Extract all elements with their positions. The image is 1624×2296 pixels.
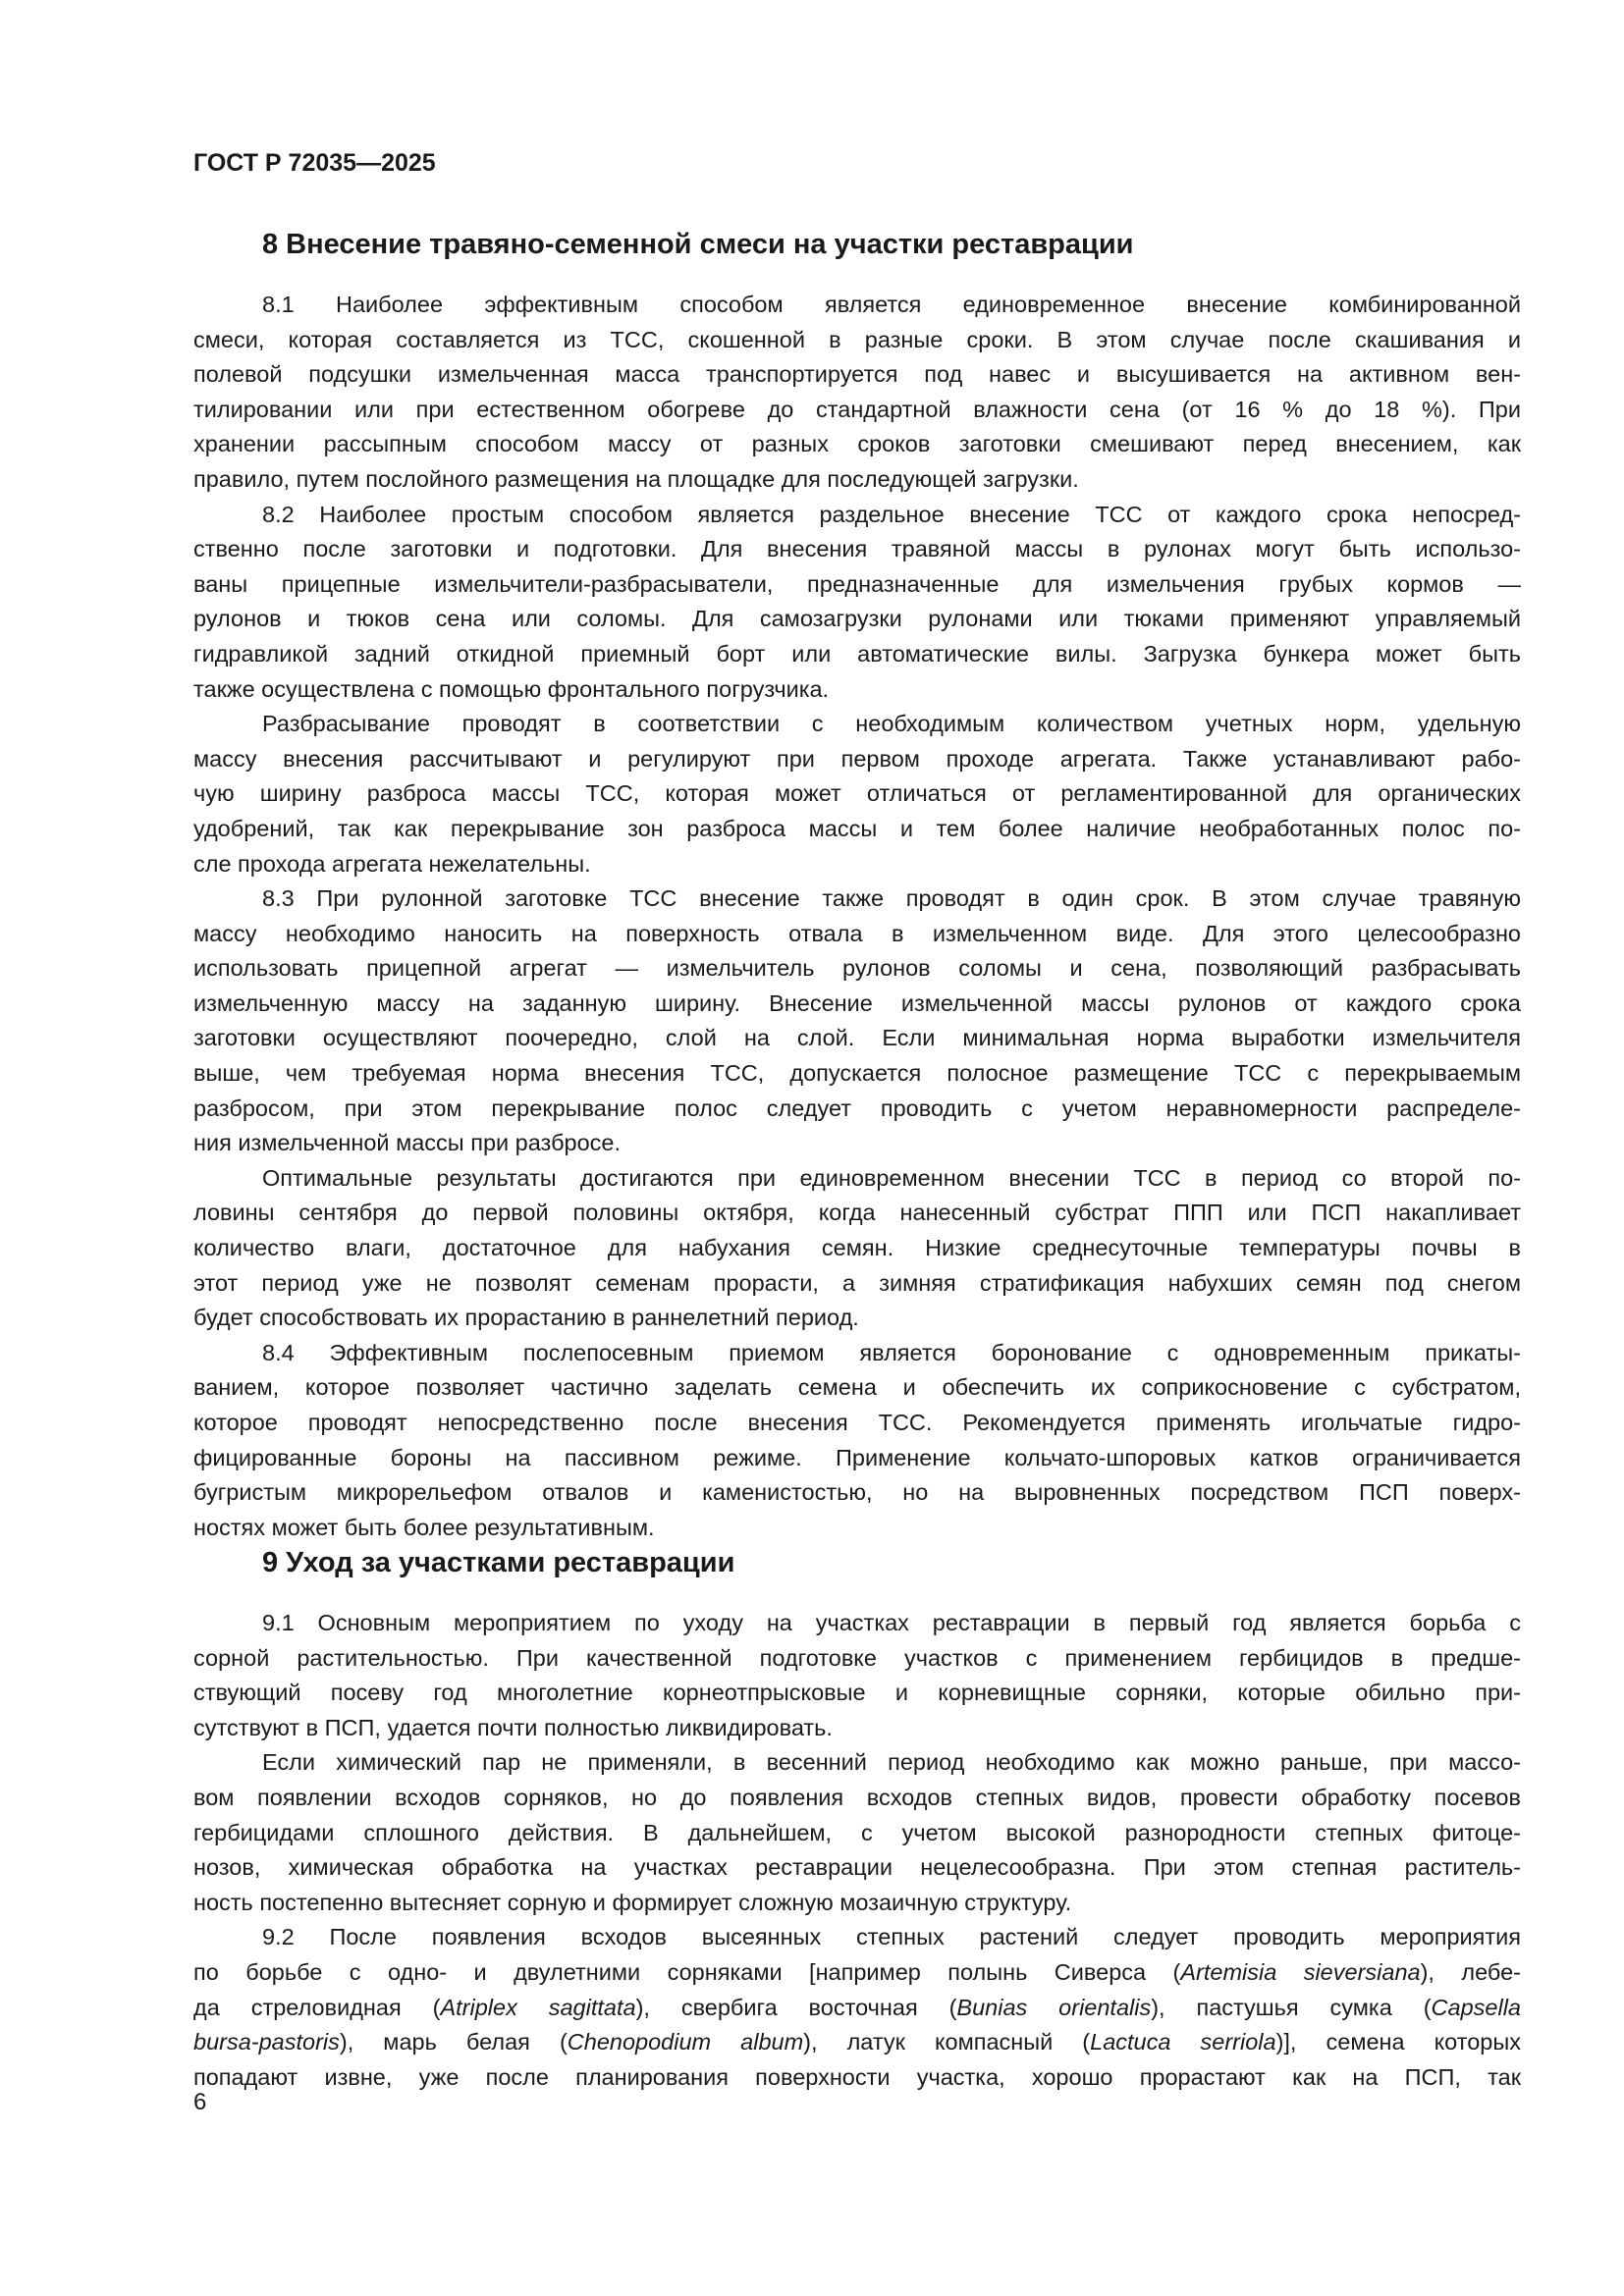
text-line: смеси, которая составляется из ТСС, скошенной в разные сроки. В этом случае после скашивания и bbox=[193, 326, 1521, 352]
text-line: Если химический пар не применяли, в весенний период необходимо как можно раньше, при массо- bbox=[262, 1749, 1521, 1776]
text-line: массу необходимо наносить на поверхность отвала в измельченном виде. Для этого целесообразно bbox=[193, 920, 1521, 946]
text-line: которое проводят непосредственно после внесения ТСС. Рекомендуется применять игольчатые гидро- bbox=[193, 1410, 1521, 1435]
text-segment: ), латук компасный ( bbox=[803, 2029, 1091, 2056]
page-number: 6 bbox=[193, 2089, 207, 2115]
text-line: рулонов и тюков сена или соломы. Для самозагрузки рулонами или тюками применяют управляемый bbox=[193, 606, 1521, 632]
text-line: гербицидами сплошного действия. В дальнейшем, с учетом высокой разнородности степных фитоце- bbox=[193, 1819, 1521, 1845]
text-line: сутствуют в ПСП, удается почти полностью ликвидировать. bbox=[193, 1714, 833, 1740]
paragraph bbox=[193, 1161, 1521, 1336]
text-line: будет способствовать их прорастанию в раннелетний период. bbox=[193, 1305, 859, 1331]
text-line: вом появлении всходов сорняков, но до появления всходов степных видов, провести обработку посевов bbox=[193, 1784, 1521, 1810]
latin-species-name: Artemisia sieversiana bbox=[1180, 1958, 1421, 1985]
text-line: использовать прицепной агрегат — измельчитель рулонов соломы и сена, позволяющий разбрасывать bbox=[193, 955, 1521, 982]
text-line: 8.1 Наиболее эффективным способом является единовременное внесение комбинированной bbox=[262, 292, 1521, 317]
text-line: также осуществлена с помощью фронтального погрузчика. bbox=[193, 675, 830, 702]
text-line bbox=[193, 1991, 1521, 2026]
text-line: этот период уже не позволят семенам прорасти, а зимняя стратификация набухших семян под снегом bbox=[193, 1269, 1521, 1296]
text-line: 8.2 Наиболее простым способом является раздельное внесение ТСС от каждого срока непосред- bbox=[262, 501, 1521, 527]
text-line bbox=[193, 2060, 1521, 2096]
text-line: полевой подсушки измельченная масса транспортируется под навес и высушивается на активном вен- bbox=[193, 361, 1521, 388]
text-segment: попадают извне, уже после планирования поверхности участка, хорошо прорастают как на ПСП, так bbox=[193, 2063, 1521, 2090]
latin-species-name: Lactuca serriola bbox=[1090, 2029, 1276, 2056]
paragraph bbox=[193, 881, 1521, 1161]
text-line: бугристым микрорельефом отвалов и каменистостью, но на выровненных посредством ПСП поверх- bbox=[193, 1479, 1521, 1506]
text-line: хранении рассыпным способом массу от разных сроков заготовки смешивают перед внесением, как bbox=[193, 431, 1521, 457]
text-line: ния измельченной массы при разбросе. bbox=[193, 1130, 622, 1156]
text-line: сле прохода агрегата нежелательны. bbox=[193, 850, 591, 877]
text-line: массу внесения рассчитывают и регулируют при первом проходе агрегата. Также устанавливают рабо- bbox=[193, 745, 1521, 772]
text-line: гидравликой задний откидной приемный борт или автоматические вилы. Загрузка бункера может быть bbox=[193, 640, 1521, 667]
text-segment: ), свербига восточная ( bbox=[635, 1994, 957, 2020]
text-line: сорной растительностью. При качественной подготовке участков с применением гербицидов в предше- bbox=[193, 1644, 1521, 1671]
section-9-heading: 9 Уход за участками реставрации bbox=[262, 1547, 735, 1578]
latin-species-name: bursa-pastoris bbox=[193, 2029, 340, 2056]
section-8-heading: 8 Внесение травяно-семенной смеси на участки реставрации bbox=[262, 229, 1134, 260]
paragraph bbox=[193, 288, 1521, 498]
text-line: заготовки осуществляют поочередно, слой на слой. Если минимальная норма выработки измельчителя bbox=[193, 1025, 1521, 1051]
paragraph bbox=[193, 1745, 1521, 1920]
section-9-body bbox=[193, 1606, 1521, 2095]
text-segment: да стреловидная ( bbox=[193, 1994, 441, 2020]
text-line: ственно после заготовки и подготовки. Для внесения травяной массы в рулонах могут быть использо- bbox=[193, 536, 1521, 562]
section-8-body bbox=[193, 288, 1521, 1545]
text-line: Разбрасывание проводят в соответствии с необходимым количеством учетных норм, удельную bbox=[262, 711, 1521, 737]
text-line: разбросом, при этом перекрывание полос следует проводить с учетом неравномерности распределе- bbox=[193, 1095, 1521, 1121]
paragraph bbox=[193, 498, 1521, 708]
text-line: ность постепенно вытесняет сорную и формирует сложную мозаичную структуру. bbox=[193, 1889, 1072, 1915]
paragraph bbox=[193, 707, 1521, 881]
text-line: нозов, химическая обработка на участках реставрации нецелесообразна. При этом степная раститель- bbox=[193, 1854, 1521, 1881]
text-line: ствующий посеву год многолетние корнеотпрысковые и корневищные сорняки, которые обильно при- bbox=[193, 1680, 1521, 1706]
text-line: измельченную массу на заданную ширину. Внесение измельченной массы рулонов от каждого срока bbox=[193, 989, 1521, 1016]
text-segment: )], семена которых bbox=[1275, 2029, 1522, 2056]
text-line: ванием, которое позволяет частично заделать семена и обеспечить их соприкосновение с субстратом, bbox=[193, 1374, 1521, 1401]
text-line bbox=[193, 1955, 1521, 1991]
text-line: 8.3 При рулонной заготовке ТСС внесение также проводят в один срок. В этом случае травяную bbox=[262, 885, 1521, 912]
text-segment: ), лебе- bbox=[1420, 1958, 1521, 1985]
text-line bbox=[193, 2025, 1521, 2060]
text-line: ностях может быть более результативным. bbox=[193, 1514, 655, 1540]
document-header: ГОСТ Р 72035—2025 bbox=[193, 149, 436, 177]
text-line: чую ширину разброса массы ТСС, которая может отличаться от регламентированной для органических bbox=[193, 780, 1521, 807]
text-line: тилировании или при естественном обогреве до стандартной влажности сена (от 16 % до 18 %). При bbox=[193, 396, 1521, 422]
text-line: ваны прицепные измельчители-разбрасыватели, предназначенные для измельчения грубых кормов — bbox=[193, 570, 1521, 597]
text-line: Оптимальные результаты достигаются при единовременном внесении ТСС в период со второй по- bbox=[262, 1164, 1521, 1191]
text-line: выше, чем требуемая норма внесения ТСС, допускается полосное размещение ТСС с перекрываемым bbox=[193, 1060, 1521, 1087]
text-segment: 9.2 После появления всходов высеянных степных растений следует проводить мероприятия bbox=[262, 1924, 1521, 1950]
text-line: количество влаги, достаточное для набухания семян. Низкие среднесуточные температуры почвы в bbox=[193, 1235, 1521, 1261]
text-line: правило, путем послойного размещения на площадке для последующей загрузки. bbox=[193, 465, 1079, 492]
text-segment: ), пастушья сумка ( bbox=[1151, 1994, 1432, 2020]
latin-species-name: Atriplex sagittata bbox=[440, 1994, 636, 2020]
latin-species-name: Capsella bbox=[1431, 1994, 1521, 2020]
text-segment: ), марь белая ( bbox=[339, 2029, 568, 2056]
paragraph bbox=[193, 1606, 1521, 1745]
text-segment: по борьбе с одно- и двулетними сорняками [например полынь Сиверса ( bbox=[193, 1958, 1181, 1985]
paragraph bbox=[193, 1336, 1521, 1546]
paragraph bbox=[193, 1920, 1521, 2095]
latin-species-name: Chenopodium album bbox=[567, 2029, 804, 2056]
text-line bbox=[193, 1920, 1521, 1955]
text-line: ловины сентября до первой половины октября, когда нанесенный субстрат ППП или ПСП накапливает bbox=[193, 1200, 1521, 1226]
text-line: фицированные бороны на пассивном режиме. Применение кольчато-шпоровых катков ограничивается bbox=[193, 1444, 1521, 1470]
text-line: удобрений, так как перекрывание зон разброса массы и тем более наличие необработанных полос по- bbox=[193, 815, 1521, 841]
text-line: 8.4 Эффективным послепосевным приемом является боронование с одновременным прикаты- bbox=[262, 1339, 1521, 1365]
latin-species-name: Bunias orientalis bbox=[956, 1994, 1152, 2020]
text-line: 9.1 Основным мероприятием по уходу на участках реставрации в первый год является борьба с bbox=[262, 1610, 1521, 1635]
